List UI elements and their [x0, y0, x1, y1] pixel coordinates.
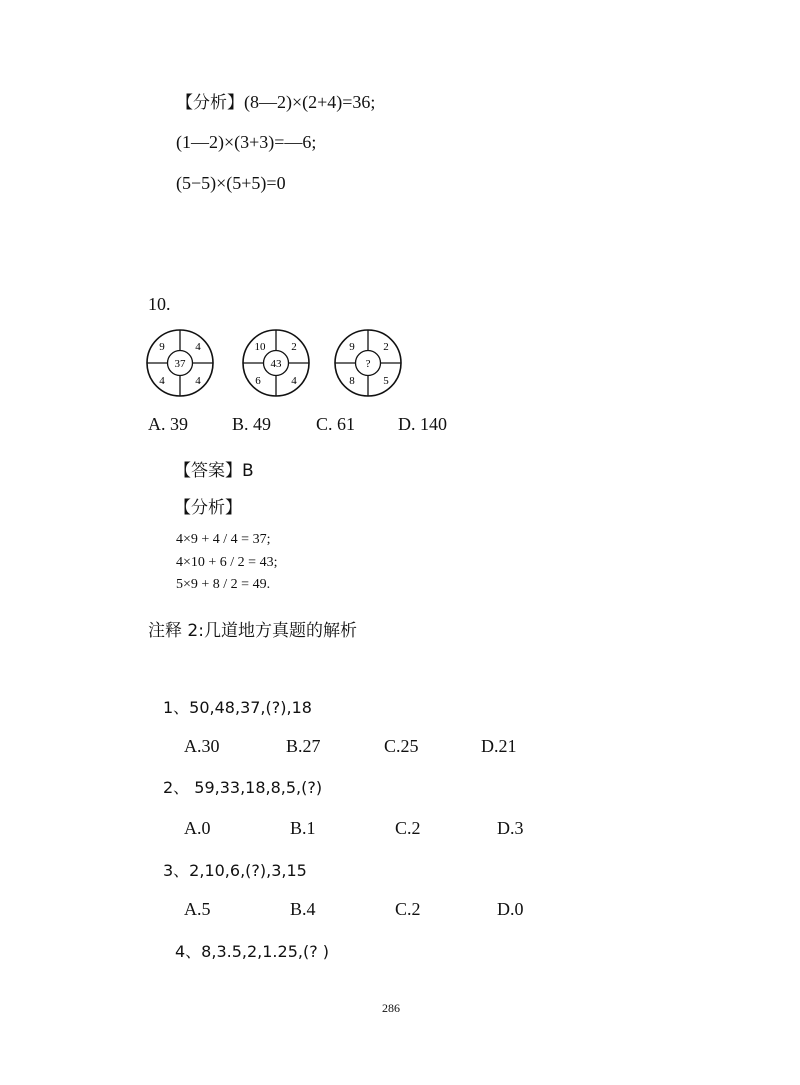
question-10-option-d: D. 140 — [398, 414, 447, 434]
circle-1-bottom-left: 4 — [159, 375, 165, 387]
circle-figure-1 — [147, 330, 213, 396]
question-1-option-a: A.30 — [184, 736, 220, 756]
note-2-title: 注释 2:几道地方真题的解析 — [148, 621, 357, 641]
circle-3-bottom-left: 8 — [349, 375, 355, 387]
circle-3-bottom-right: 5 — [383, 375, 389, 387]
question-3-stem: 3、2,10,6,(?),3,15 — [163, 861, 307, 880]
question-10-answer: 【答案】B — [174, 461, 254, 481]
question-3-option-a: A.5 — [184, 899, 211, 919]
circle-1-center: 37 — [174, 358, 186, 370]
analysis-9-line-1 — [176, 88, 375, 113]
page-number: 286 — [382, 1001, 400, 1015]
question-10-option-a: A. 39 — [148, 414, 188, 434]
question-10-analysis-label: 【分析】 — [174, 498, 242, 518]
analysis-label: 【分析】 — [176, 93, 244, 113]
question-10-option-c: C. 61 — [316, 414, 356, 434]
question-3-option-b: B.4 — [290, 899, 316, 919]
circle-figure-2 — [243, 330, 309, 396]
circle-2-top-right: 2 — [291, 341, 297, 353]
question-2-option-b: B.1 — [290, 818, 316, 838]
question-2-option-d: D.3 — [497, 818, 524, 838]
circle-2-bottom-left: 6 — [255, 375, 261, 387]
circle-3-center: ? — [365, 358, 371, 370]
question-10-number: 10. — [148, 294, 171, 314]
circle-3-top-right: 2 — [383, 341, 389, 353]
question-10-analysis-line-2: 4×10 + 6 / 2 = 43; — [176, 555, 278, 570]
question-1-stem: 1、50,48,37,(?),18 — [163, 698, 312, 717]
question-1-option-b: B.27 — [286, 736, 321, 756]
circle-3-top-left: 9 — [349, 341, 355, 353]
question-1-option-c: C.25 — [384, 736, 419, 756]
question-10-option-b: B. 49 — [232, 414, 272, 434]
analysis-9-line-2: (1—2)×(3+3)=—6; — [176, 132, 317, 152]
question-3-option-c: C.2 — [395, 899, 421, 919]
circle-figure-3 — [335, 330, 401, 396]
question-3-option-d: D.0 — [497, 899, 524, 919]
question-1-option-d: D.21 — [481, 736, 517, 756]
question-2-option-c: C.2 — [395, 818, 421, 838]
circle-2-center: 43 — [270, 358, 282, 370]
question-10-analysis-line-3: 5×9 + 8 / 2 = 49. — [176, 577, 271, 592]
analysis-9-line-3: (5−5)×(5+5)=0 — [176, 173, 286, 193]
question-10-analysis-line-1: 4×9 + 4 / 4 = 37; — [176, 532, 271, 547]
circle-2-bottom-right: 4 — [291, 375, 297, 387]
question-2-stem: 2、 59,33,18,8,5,(?) — [163, 778, 323, 797]
circle-1-bottom-right: 4 — [195, 375, 201, 387]
circle-1-top-left: 9 — [159, 341, 165, 353]
analysis-formula-1: (8—2)×(2+4)=36; — [244, 92, 376, 112]
circle-1-top-right: 4 — [195, 341, 201, 353]
question-2-option-a: A.0 — [184, 818, 211, 838]
circle-figures — [0, 327, 800, 417]
question-4-stem: 4、8,3.5,2,1.25,(? ) — [175, 942, 330, 961]
circle-2-top-left: 10 — [254, 341, 266, 353]
